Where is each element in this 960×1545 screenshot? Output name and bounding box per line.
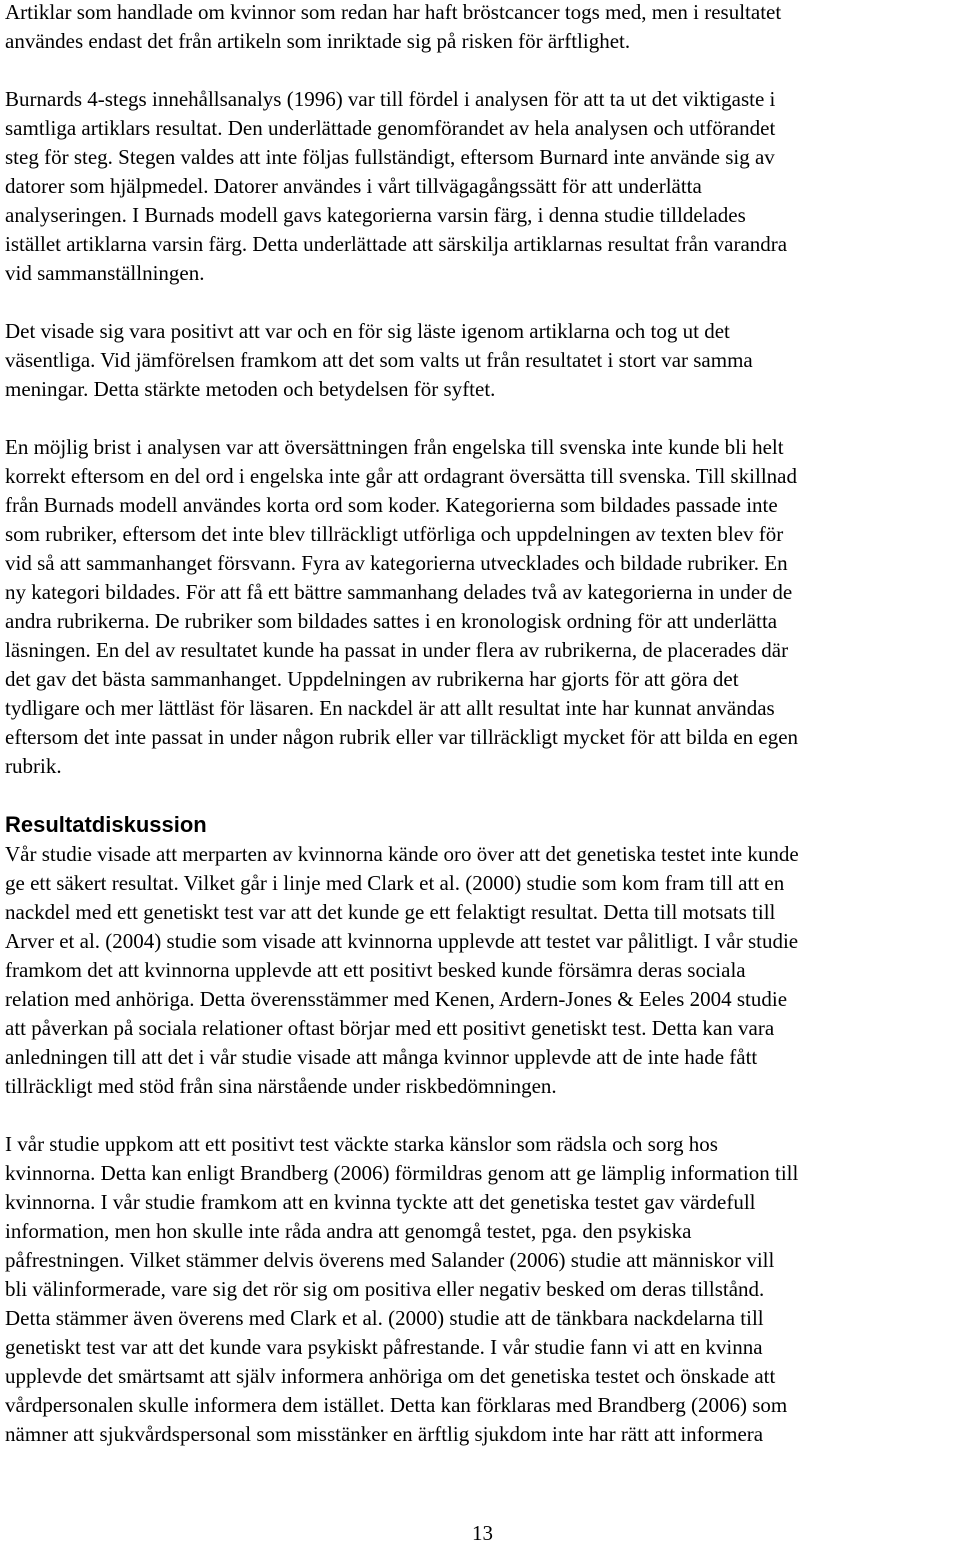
text-line: vid sammanställningen. bbox=[5, 261, 205, 285]
text-line: kvinnorna. I vår studie framkom att en kvinna tyckte att det genetiska testet gav värdefull bbox=[5, 1190, 756, 1214]
text-line: Vår studie visade att merparten av kvinnorna kände oro över att det genetiska testet inte kunde bbox=[5, 842, 799, 866]
text-line: korrekt eftersom en del ord i engelska inte går att ordagrant översätta till svenska. Till skillnad bbox=[5, 464, 797, 488]
text-line: tydligare och mer lättläst för läsaren. En nackdel är att allt resultat inte har kunnat användas bbox=[5, 696, 775, 720]
text-line: som rubriker, eftersom det inte blev tillräckligt utförliga och uppdelningen av texten blev för bbox=[5, 522, 784, 546]
text-line: tillräckligt med stöd från sina närstående under riskbedömningen. bbox=[5, 1074, 557, 1098]
text-line: kvinnorna. Detta kan enligt Brandberg (2006) förmildras genom att ge lämplig information till bbox=[5, 1161, 799, 1185]
paragraph bbox=[5, 1130, 798, 1449]
text-line: framkom det att kvinnorna upplevde att ett positivt besked kunde försämra deras sociala bbox=[5, 958, 746, 982]
text-line: steg för steg. Stegen valdes att inte följas fullständigt, eftersom Burnard inte använde sig av bbox=[5, 145, 775, 169]
text-line: I vår studie uppkom att ett positivt test väckte starka känslor som rädsla och sorg hos bbox=[5, 1132, 718, 1156]
paragraph bbox=[5, 317, 753, 404]
paragraph-analysis-method bbox=[5, 85, 787, 288]
text-line: att påverkan på sociala relationer oftast börjar med ett positivt genetiskt test. Detta kan vara bbox=[5, 1016, 775, 1040]
paragraph bbox=[5, 0, 781, 56]
text-line: läsningen. En del av resultatet kunde ha passat in under flera av rubrikerna, de placerades där bbox=[5, 638, 789, 662]
text-line: det gav det bästa sammanhanget. Uppdelningen av rubrikerna har gjorts för att göra det bbox=[5, 667, 739, 691]
page-number: 13 bbox=[472, 1521, 493, 1545]
paragraph-limitations bbox=[5, 433, 798, 781]
text-line: ge ett säkert resultat. Vilket går i linje med Clark et al. (2000) studie som kom fram till att en bbox=[5, 871, 785, 895]
text-line: genetiskt test var att det kunde vara psykiskt påfrestande. I vår studie fann vi att en kvinna bbox=[5, 1335, 763, 1359]
text-line: nackdel med ett genetiskt test var att det kunde ge ett felaktigt resultat. Detta till motsats till bbox=[5, 900, 776, 924]
paragraph bbox=[5, 840, 799, 1101]
text-line: Det visade sig vara positivt att var och en för sig läste igenom artiklarna och tog ut det bbox=[5, 319, 730, 343]
text-line: från Burnads modell användes korta ord som koder. Kategorierna som bildades passade inte bbox=[5, 493, 778, 517]
text-line: användes endast det från artikeln som inriktade sig på risken för ärftlighet. bbox=[5, 29, 631, 53]
paragraph-reading bbox=[5, 317, 753, 404]
text-line: relation med anhöriga. Detta överensstämmer med Kenen, Ardern-Jones & Eeles 2004 studie bbox=[5, 987, 788, 1011]
paragraph bbox=[5, 85, 787, 288]
text-line: En möjlig brist i analysen var att översättningen från engelska till svenska inte kunde bli helt bbox=[5, 435, 784, 459]
text-line: väsentliga. Vid jämförelsen framkom att det som valts ut från resultatet i stort var samma bbox=[5, 348, 753, 372]
paragraph-discussion-1 bbox=[5, 840, 799, 1101]
text-line: bli välinformerade, vare sig det rör sig om positiva eller negativ besked om deras tillstånd. bbox=[5, 1277, 765, 1301]
text-line: vid så att sammanhanget försvann. Fyra av kategorierna utvecklades och bildade rubriker. En bbox=[5, 551, 788, 575]
text-line: andra rubrikerna. De rubriker som bildades sattes i en kronologisk ordning för att underlätta bbox=[5, 609, 778, 633]
document-page bbox=[5, 0, 960, 1543]
section-heading: Resultatdiskussion bbox=[5, 812, 207, 837]
text-line: istället artiklarna varsin färg. Detta underlättade att särskilja artiklarnas resultat från varandra bbox=[5, 232, 788, 256]
text-line: information, men hon skulle inte råda andra att genomgå testet, pga. den psykiska bbox=[5, 1219, 692, 1243]
text-line: analyseringen. I Burnads modell gavs kategorierna varsin färg, i denna studie tilldelades bbox=[5, 203, 746, 227]
text-line: nämner att sjukvårdspersonal som misstänker en ärftlig sjukdom inte har rätt att informera bbox=[5, 1422, 764, 1446]
text-line: vårdpersonalen skulle informera dem istället. Detta kan förklaras med Brandberg (2006) som bbox=[5, 1393, 788, 1417]
text-line: ny kategori bildades. För att få ett bättre sammanhang delades två av kategorierna in under de bbox=[5, 580, 793, 604]
text-line: upplevde det smärtsamt att själv informera anhöriga om det genetiska testet och önskade att bbox=[5, 1364, 776, 1388]
text-line: Arver et al. (2004) studie som visade att kvinnorna upplevde att testet var pålitligt. I vår studie bbox=[5, 929, 799, 953]
text-line: anledningen till att det i vår studie visade att många kvinnor upplevde att de inte hade fått bbox=[5, 1045, 758, 1069]
text-line: Burnards 4-stegs innehållsanalys (1996) var till fördel i analysen för att ta ut det viktigaste i bbox=[5, 87, 776, 111]
text-line: eftersom det inte passat in under någon rubrik eller var tillräckligt mycket för att bilda en egen bbox=[5, 725, 799, 749]
paragraph-inclusion bbox=[5, 0, 781, 56]
text-line: samtliga artiklars resultat. Den underlättade genomförandet av hela analysen och utförandet bbox=[5, 116, 776, 140]
text-line: Detta stämmer även överens med Clark et al. (2000) studie att de tänkbara nackdelarna till bbox=[5, 1306, 764, 1330]
text-line: datorer som hjälpmedel. Datorer användes i vårt tillvägagångssätt för att underlätta bbox=[5, 174, 702, 198]
paragraph-discussion-2 bbox=[5, 1130, 798, 1449]
text-line: Artiklar som handlade om kvinnor som redan har haft bröstcancer togs med, men i resultatet bbox=[5, 0, 782, 24]
text-line: meningar. Detta stärkte metoden och betydelsen för syftet. bbox=[5, 377, 496, 401]
paragraph bbox=[5, 433, 798, 781]
text-line: påfrestningen. Vilket stämmer delvis överens med Salander (2006) studie att människor vill bbox=[5, 1248, 775, 1272]
text-line: rubrik. bbox=[5, 754, 62, 778]
